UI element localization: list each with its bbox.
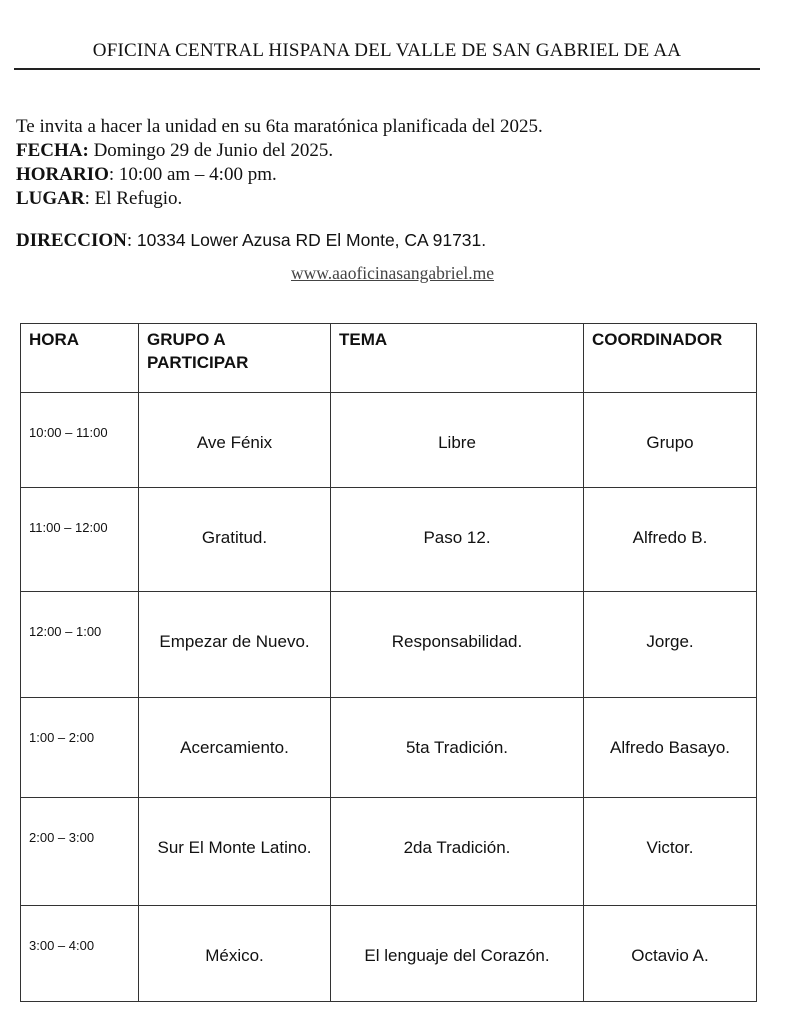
page-title: OFICINA CENTRAL HISPANA DEL VALLE DE SAN GABRIEL DE AA (92, 40, 682, 61)
col-header-grupo: GRUPO A PARTICIPAR (139, 324, 331, 393)
tema-cell: 5ta Tradición. (331, 698, 584, 798)
col-header-hora: HORA (21, 324, 139, 393)
lugar-value: : El Refugio. (84, 188, 183, 209)
fecha-label: FECHA: (16, 140, 89, 161)
hora-cell: 12:00 – 1:00 (21, 592, 139, 698)
schedule-table (20, 323, 757, 1002)
grupo-cell: Gratitud. (139, 488, 331, 592)
grupo-cell: Empezar de Nuevo. (139, 592, 331, 698)
table-row (21, 798, 757, 906)
coordinador-cell: Grupo (584, 393, 757, 488)
invite-text: Te invita a hacer la unidad en su 6ta maratónica planificada del 2025. (16, 116, 543, 137)
direccion-value: 10334 Lower Azusa RD El Monte, CA 91731. (136, 230, 487, 250)
tema-cell: 2da Tradición. (331, 798, 584, 906)
table-row (21, 393, 757, 488)
hora-cell: 1:00 – 2:00 (21, 698, 139, 798)
coordinador-cell: Octavio A. (584, 906, 757, 1002)
website-link[interactable]: www.aaoficinasangabriel.me (291, 263, 494, 283)
event-info (16, 115, 543, 211)
direccion-line (16, 230, 486, 252)
table-row (21, 698, 757, 798)
col-header-coordinador: COORDINADOR (584, 324, 757, 393)
horario-label: HORARIO (16, 164, 109, 185)
tema-cell: Libre (331, 393, 584, 488)
grupo-cell: Ave Fénix (139, 393, 331, 488)
fecha-line (16, 139, 543, 163)
horario-value: : 10:00 am – 4:00 pm. (108, 164, 277, 185)
grupo-cell: México. (139, 906, 331, 1002)
grupo-cell: Acercamiento. (139, 698, 331, 798)
hora-cell: 2:00 – 3:00 (21, 798, 139, 906)
grupo-cell: Sur El Monte Latino. (139, 798, 331, 906)
coordinador-cell: Jorge. (584, 592, 757, 698)
tema-cell: El lenguaje del Corazón. (331, 906, 584, 1002)
horario-line (16, 163, 543, 187)
tema-cell: Paso 12. (331, 488, 584, 592)
table-header-row (21, 324, 757, 393)
header-divider (14, 68, 760, 70)
coordinador-cell: Alfredo B. (584, 488, 757, 592)
hora-cell: 11:00 – 12:00 (21, 488, 139, 592)
lugar-line (16, 187, 543, 211)
hora-cell: 10:00 – 11:00 (21, 393, 139, 488)
hora-cell: 3:00 – 4:00 (21, 906, 139, 1002)
lugar-label: LUGAR (16, 188, 85, 209)
table-row (21, 488, 757, 592)
fecha-value: Domingo 29 de Junio del 2025. (88, 140, 334, 161)
table-row (21, 592, 757, 698)
coordinador-cell: Alfredo Basayo. (584, 698, 757, 798)
coordinador-cell: Victor. (584, 798, 757, 906)
col-header-tema: TEMA (331, 324, 584, 393)
table-row (21, 906, 757, 1002)
tema-cell: Responsabilidad. (331, 592, 584, 698)
direccion-sep: : (126, 230, 137, 251)
direccion-label: DIRECCION (16, 230, 127, 251)
